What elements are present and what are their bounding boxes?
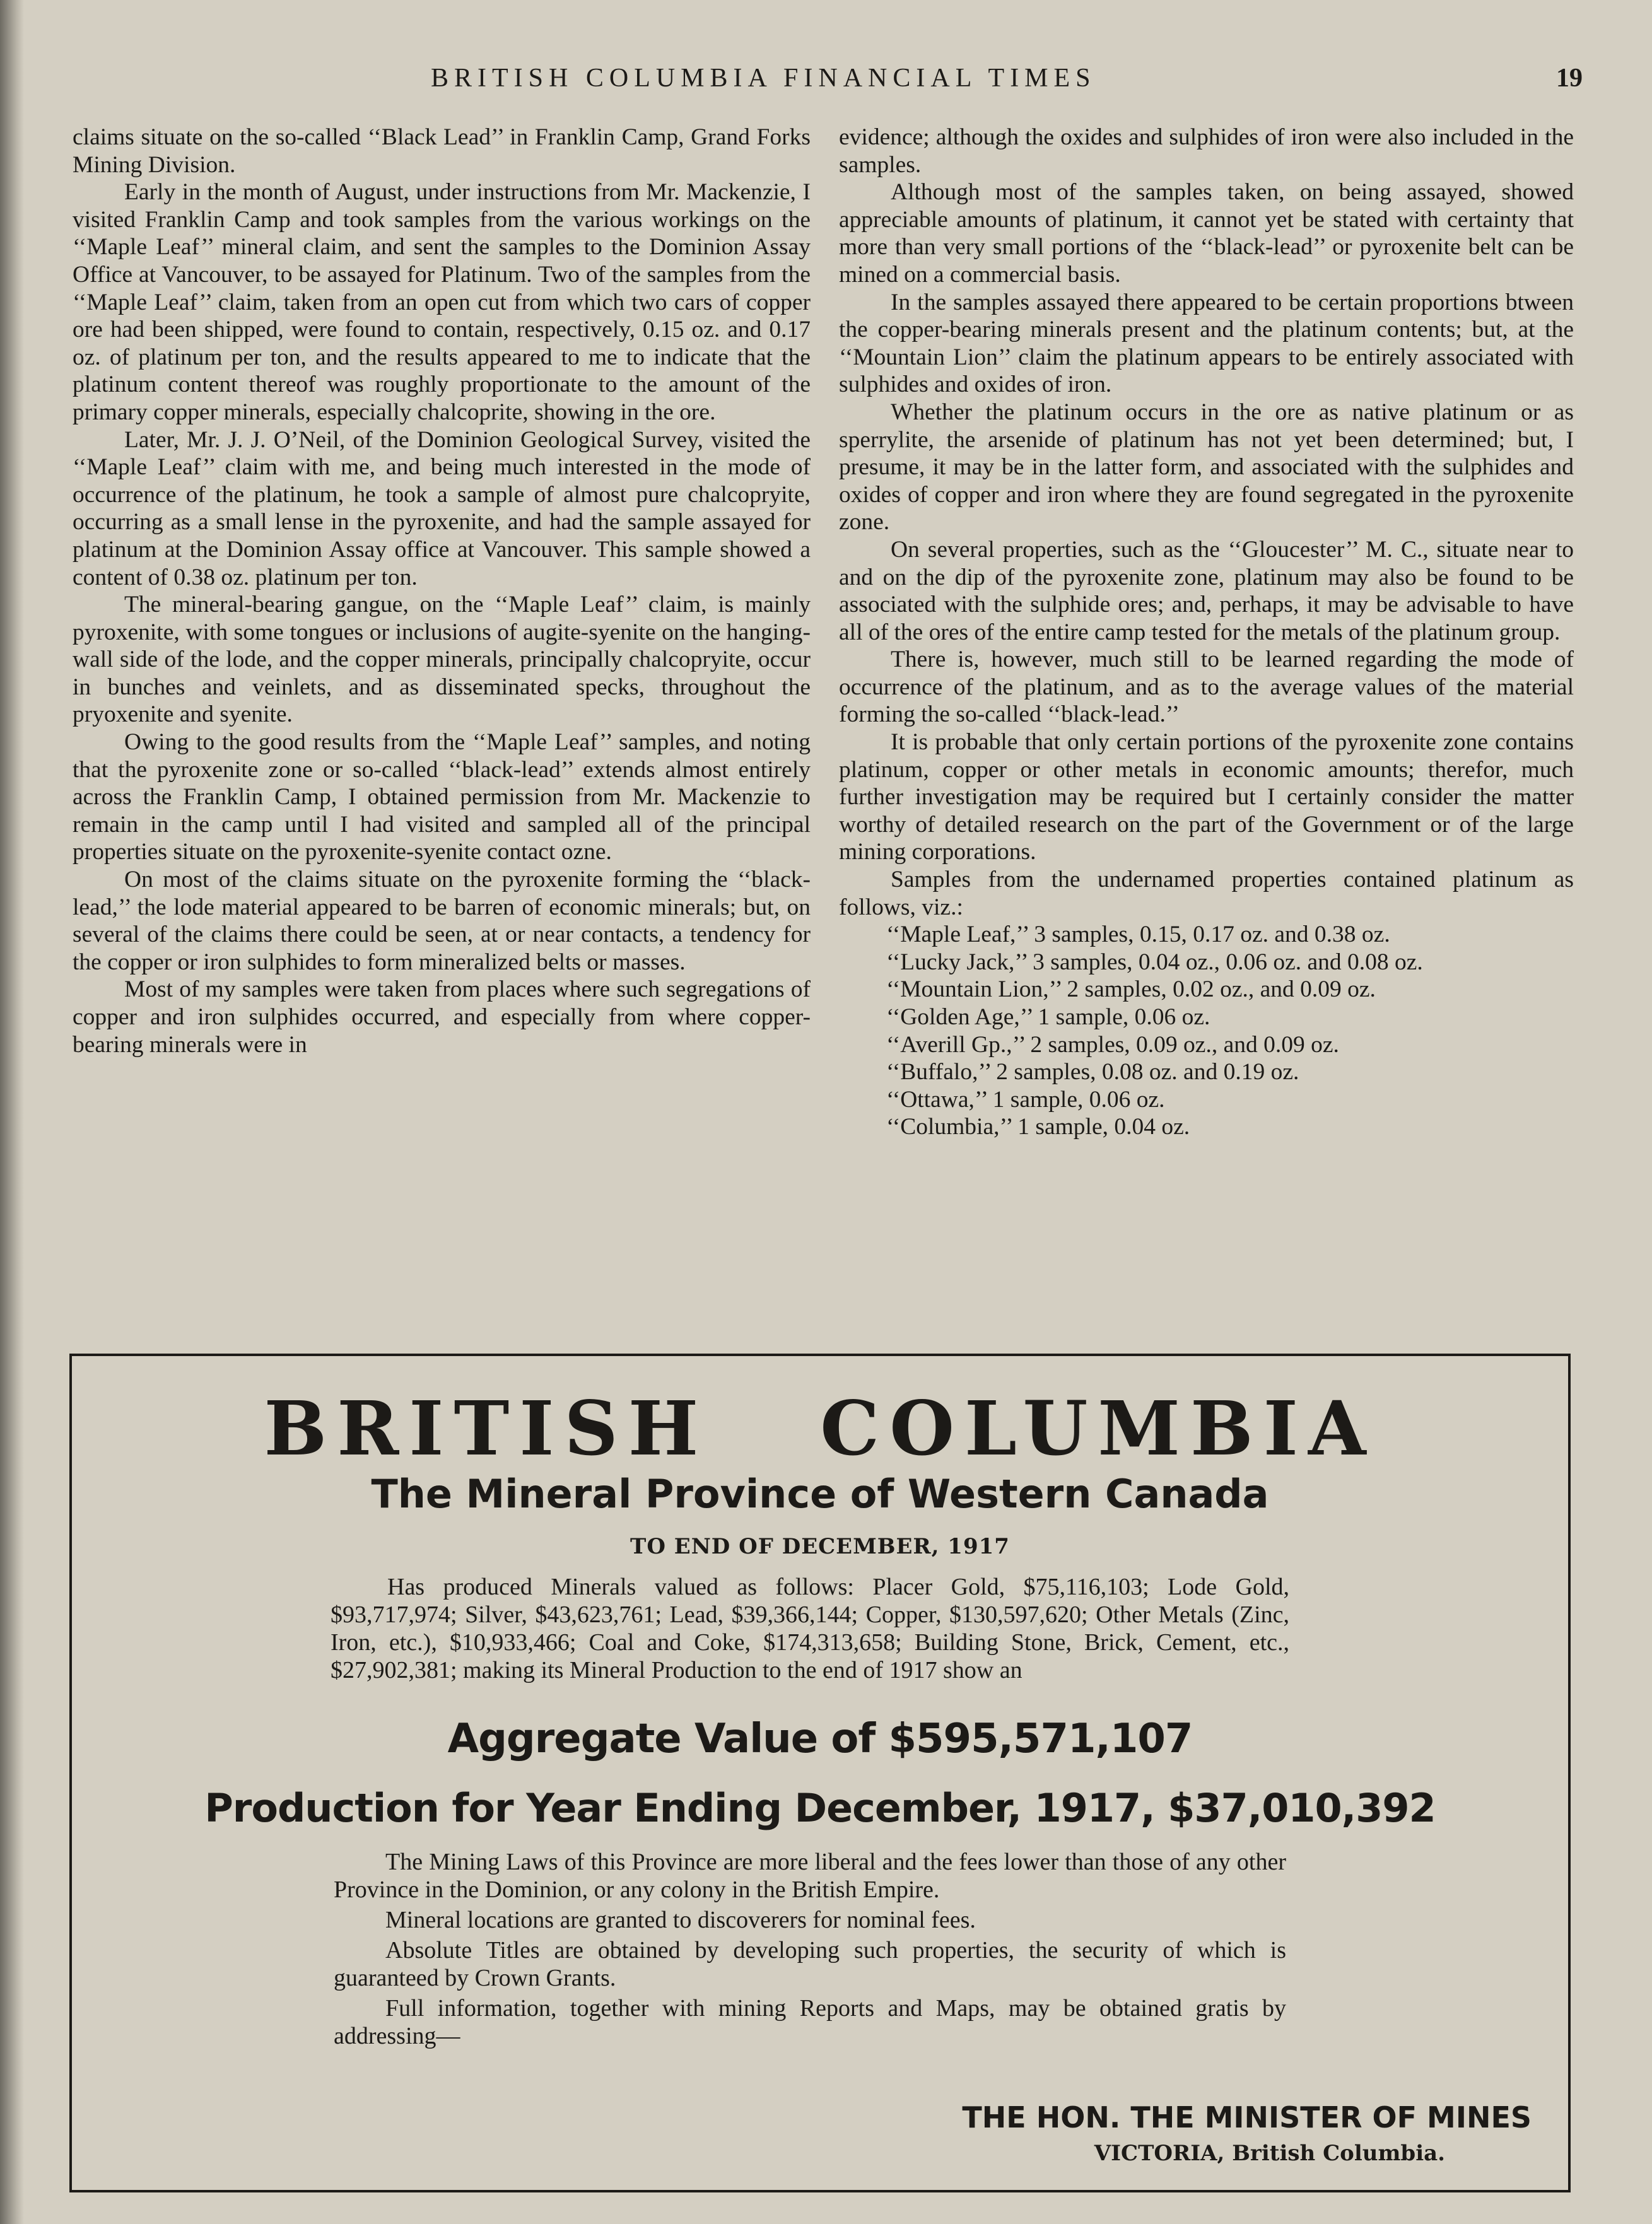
ad-production-year: Production for Year Ending December, 1917, $37,010,392 xyxy=(204,1785,1436,1831)
paragraph: In the samples assayed there appeared to be certain proportions btween the copper-bearing minerals present and the platinum contents; but, at the ‘‘Mountain Lion’’ claim the platinum appears to be entirely associated with sulphides and oxides of iron. xyxy=(839,289,1574,398)
paragraph: Later, Mr. J. J. O’Neil, of the Dominion Geological Survey, visited the ‘‘Maple Leaf’’ claim with me, and being much interested in the mode of occurrence of the platinum, he took a sample of almost pure chalcopryite, occurring as a small lense in the pyroxenite, and had the sample assayed for platinum at the Dominion Assay office at Vancouver. This sample showed a content of 0.38 oz. platinum per ton. xyxy=(73,426,811,590)
sample-item: ‘‘Mountain Lion,’’ 2 samples, 0.02 oz., and 0.09 oz. xyxy=(886,976,1376,1003)
paragraph: Owing to the good results from the ‘‘Maple Leaf’’ samples, and noting that the pyroxenite zone or so-called ‘‘black-lead’’ extends almost entirely across the Franklin Camp, I obtained permission from Mr. Mackenzie to remain in the camp until I had visited and sampled all of the principal properties situate on the pyroxenite-syenite contact ozne. xyxy=(73,729,811,865)
ad-paragraph: Full information, together with mining Reports and Maps, may be obtained gratis by addressing— xyxy=(334,1995,1286,2049)
paragraph: On most of the claims situate on the pyroxenite forming the ‘‘black-lead,’’ the lode material appeared to be barren of economic minerals; but, on several of the claims there could be seen, at or near contacts, a tendency for the copper or iron sulphides to form mineralized belts or masses. xyxy=(73,867,811,975)
ad-minister: THE HON. THE MINISTER OF MINES xyxy=(962,2100,1532,2134)
ad-paragraph: Absolute Titles are obtained by developing such properties, the security of which is guaranteed by Crown Grants. xyxy=(334,1937,1286,1991)
running-title: BRITISH COLUMBIA FINANCIAL TIMES xyxy=(431,64,1096,93)
ad-address: VICTORIA, British Columbia. xyxy=(1094,2141,1445,2166)
ad-mining-laws xyxy=(334,1848,1286,2052)
paragraph: Samples from the undernamed properties contained platinum as follows, viz.: xyxy=(839,867,1574,920)
advertisement-box xyxy=(69,1354,1571,2192)
paragraph: It is probable that only certain portions of the pyroxenite zone contains platinum, copper or other metals in economic amounts; therefor, much further investigation may be required but I certainly consider the matter worthy of detailed research on the part of the Government or of the large mining corporations. xyxy=(839,729,1574,865)
paragraph: On several properties, such as the ‘‘Gloucester’’ M. C., situate near to and on the dip of the pyroxenite zone, platinum may also be found to be associated with the sulphide ores; and, perhaps, it may be advisable to have all of the ores of the entire camp tested for the metals of the platinum group. xyxy=(839,536,1574,645)
paragraph: claims situate on the so-called ‘‘Black Lead’’ in Franklin Camp, Grand Forks Mining Division. xyxy=(73,124,811,178)
sample-item: ‘‘Golden Age,’’ 1 sample, 0.06 oz. xyxy=(886,1004,1210,1030)
sample-item: ‘‘Averill Gp.,’’ 2 samples, 0.09 oz., and 0.09 oz. xyxy=(886,1031,1339,1058)
paragraph: evidence; although the oxides and sulphides of iron were also included in the samples. xyxy=(839,124,1574,178)
paragraph: Most of my samples were taken from places where such segregations of copper and iron sulphides occurred, and especially from where copper-bearing minerals were in xyxy=(73,976,811,1058)
newspaper-page xyxy=(66,0,1583,2224)
ad-paragraph: The Mining Laws of this Province are more liberal and the fees lower than those of any other Province in the Dominion, or any colony in the British Empire. xyxy=(334,1849,1286,1903)
ad-paragraph: Mineral locations are granted to discoverers for nominal fees. xyxy=(385,1907,976,1933)
paragraph: Early in the month of August, under instructions from Mr. Mackenzie, I visited Franklin Camp and took samples from the various workings on the ‘‘Maple Leaf’’ mineral claim, and sent the samples to the Dominion Assay Office at Vancouver, to be assayed for Platinum. Two of the samples from the ‘‘Maple Leaf’’ claim, taken from an open cut from which two cars of copper ore had been shipped, were found to contain, respectively, 0.15 oz. and 0.17 oz. of platinum per ton, and the results appeared to me to indicate that the platinum content thereof was roughly proportionate to the amount of the primary copper minerals, especially chalcoprite, showing in the ore. xyxy=(73,179,811,425)
ad-subtitle: The Mineral Province of Western Canada xyxy=(371,1471,1269,1517)
paragraph: The mineral-bearing gangue, on the ‘‘Maple Leaf’’ claim, is mainly pyroxenite, with some tongues or inclusions of augite-syenite on the hanging-wall side of the lode, and the copper minerals, principally chalcopryite, occur in bunches and veinlets, and as disseminated specks, throughout the pryoxenite and syenite. xyxy=(73,592,811,728)
article-column-right xyxy=(839,124,1574,1141)
sample-item: ‘‘Maple Leaf,’’ 3 samples, 0.15, 0.17 oz. and 0.38 oz. xyxy=(886,922,1390,948)
page-header xyxy=(66,63,1583,101)
paragraph: Whether the platinum occurs in the ore as native platinum or as sperrylite, the arsenide of platinum has not yet been determined; but, I presume, it may be in the latter form, and associated with the sulphides and oxides of copper and iron where they are found segregated in the pyroxenite zone. xyxy=(839,399,1574,536)
sample-item: ‘‘Ottawa,’’ 1 sample, 0.06 oz. xyxy=(886,1086,1165,1113)
sample-item: ‘‘Columbia,’’ 1 sample, 0.04 oz. xyxy=(886,1114,1190,1140)
paragraph: Although most of the samples taken, on being assayed, showed appreciable amounts of platinum, it cannot yet be stated with certainty that more than very small portions of the ‘‘black-lead’’ or pyroxenite belt can be mined on a commercial basis. xyxy=(839,179,1574,288)
sample-list xyxy=(839,921,1574,1141)
page-number: 19 xyxy=(1556,64,1583,93)
ad-date-line: TO END OF DECEMBER, 1917 xyxy=(630,1534,1010,1559)
article-column-left xyxy=(73,124,811,1058)
ad-aggregate-value: Aggregate Value of $595,571,107 xyxy=(447,1716,1193,1762)
sample-item: ‘‘Buffalo,’’ 2 samples, 0.08 oz. and 0.19 oz. xyxy=(886,1059,1299,1086)
ad-paragraph: Has produced Minerals valued as follows: Placer Gold, $75,116,103; Lode Gold, $93,717,974; Silver, $43,623,761; Lead, $39,366,144; Copper, $130,597,620; Other Metals (Zinc, Iron, etc.), $10,933,466; Coal and Coke, $174,313,658; Building Stone, Brick, Cement, etc., $27,902,381; making its Mineral Production to the end of 1917 show an xyxy=(331,1574,1289,1683)
binding-shadow xyxy=(0,0,24,2224)
sample-item: ‘‘Lucky Jack,’’ 3 samples, 0.04 oz., 0.06 oz. and 0.08 oz. xyxy=(886,949,1423,975)
ad-title: BRITISH COLUMBIA xyxy=(264,1384,1376,1472)
ad-production-text xyxy=(331,1573,1289,1684)
paragraph: There is, however, much still to be learned regarding the mode of occurrence of the platinum, and as to the average values of the material forming the so-called ‘‘black-lead.’’ xyxy=(839,647,1574,728)
